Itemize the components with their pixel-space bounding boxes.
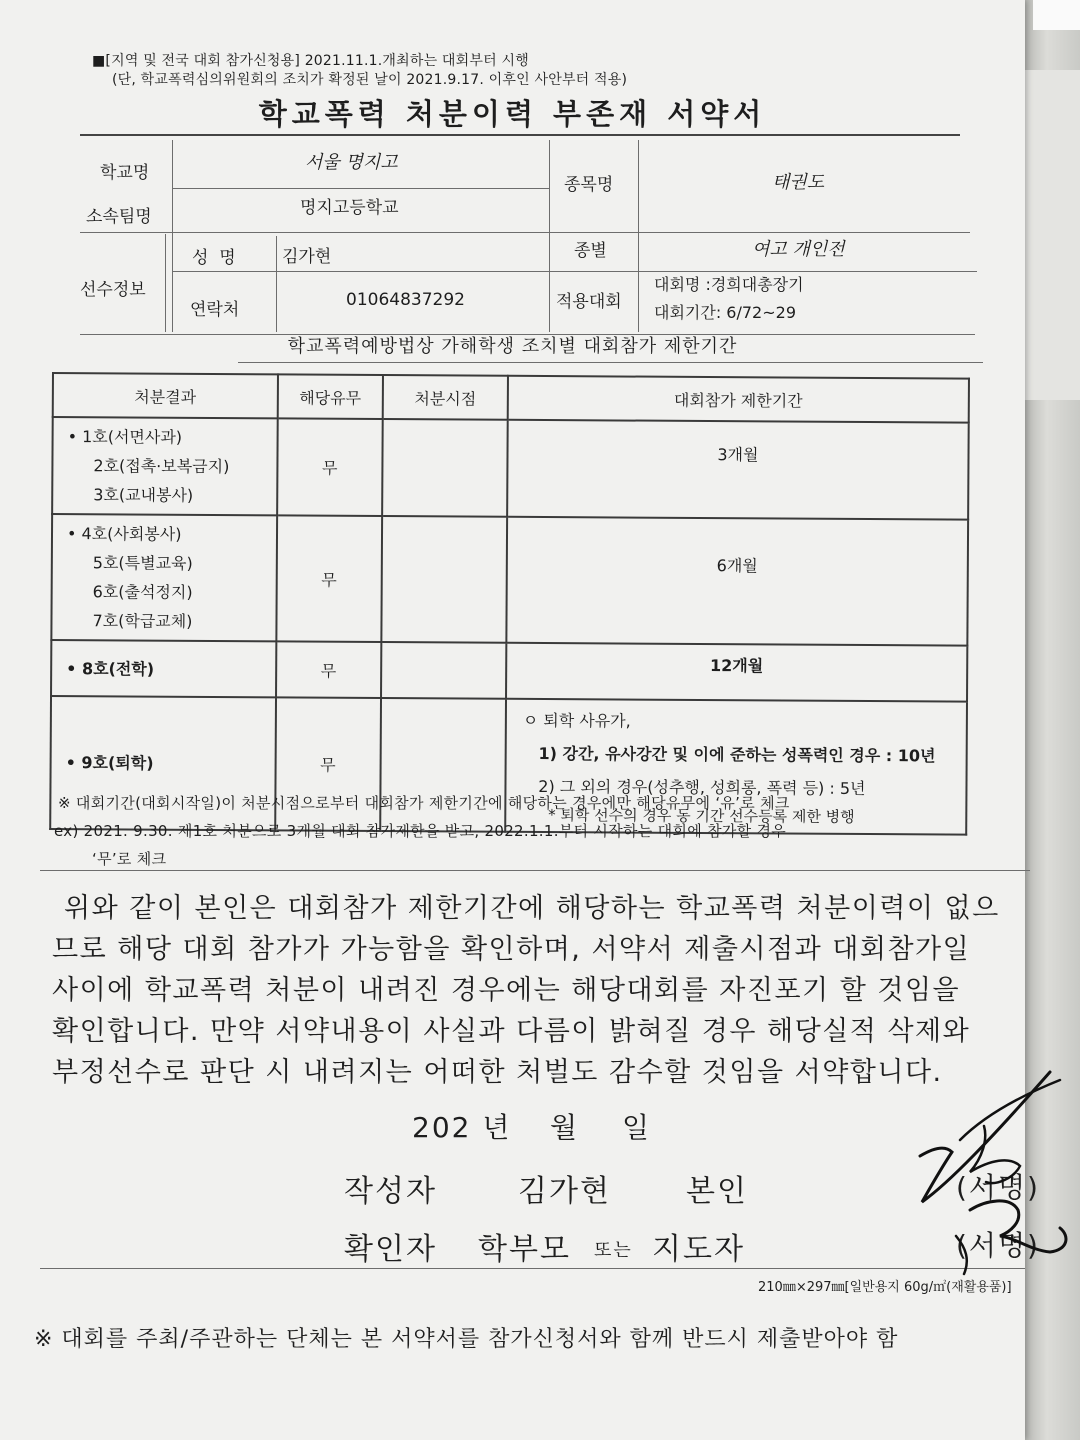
disposition-item: • 8호(전학) — [66, 658, 155, 679]
column-header: 처분결과 — [53, 373, 278, 418]
team-label: 소속팀명 — [86, 207, 152, 227]
contact-value: 01064837292 — [346, 290, 465, 310]
player-info-label: 선수정보 — [80, 280, 146, 300]
disposition-item: • 9호(퇴학) — [65, 753, 154, 773]
disposition-item: • 1호(서면사과) — [67, 427, 183, 447]
time-cell — [381, 642, 506, 699]
pledge-paragraph — [52, 888, 1022, 1093]
column-header: 해당유무 — [277, 374, 383, 419]
event-name: 대회명 :경희대총장기 — [654, 275, 804, 294]
time-cell — [381, 516, 507, 643]
school-value: 서울 명지고 — [305, 152, 398, 173]
sport-value: 태권도 — [772, 172, 825, 193]
restriction-table — [49, 372, 970, 836]
restriction-heading: 학교폭력예방법상 가해학생 조치별 대회참가 제한기간 — [287, 336, 738, 357]
header-line-1: ■[지역 및 전국 대회 참가신청용] 2021.11.1.개최하는 대회부터 시행 — [92, 53, 529, 69]
period-cell: 12개월 — [506, 643, 967, 702]
table-row — [51, 514, 968, 646]
confirmer-role-coach: 지도자 — [652, 1232, 745, 1267]
division-label: 종별 — [574, 241, 607, 261]
handwritten-signature — [900, 1060, 1080, 1280]
writer-name: 김가현 — [518, 1174, 611, 1209]
footer-note: ※ 대회를 주최/주관하는 단체는 본 서약서를 참가신청서와 함께 반드시 제출받아야 함 — [34, 1327, 899, 1352]
disposition-item: 5호(특별교육) — [92, 553, 193, 573]
disposition-cell — [51, 640, 276, 697]
note-line-1: ※ 대회기간(대회시작일)이 처분시점으로부터 대회참가 제한기간에 해당하는 경우에만 해당유무에 ‘유’로 체크 — [58, 794, 790, 812]
time-cell — [382, 419, 507, 517]
document-title: 학교폭력 처분이력 부존재 서약서 — [258, 97, 767, 131]
expulsion-line: ㅇ 퇴학 사유가, — [522, 710, 631, 731]
date-year: 202 년 — [412, 1111, 512, 1144]
confirmer-label: 확인자 — [344, 1232, 437, 1267]
contact-label: 연락처 — [190, 300, 240, 320]
writer-label: 작성자 — [344, 1174, 437, 1209]
column-header: 대회참가 제한기간 — [508, 376, 969, 423]
school-label: 학교명 — [100, 163, 150, 183]
event-label: 적용대회 — [556, 292, 622, 312]
expulsion-line: * 퇴학 선수의 경우 동 기간 선수등록 제한 병행 — [548, 806, 855, 826]
date-day: 일 — [622, 1111, 652, 1144]
note-line-2: ex) 2021. 9.30. 제1호 처분으로 3개월 대회 참가제한을 받고, 2022.1.1.부터 시작하는 대회에 참가할 경우 — [54, 822, 787, 840]
pledge-line: 사이에 학교폭력 처분이 내려진 경우에는 해당대회를 자진포기 할 것임을 — [52, 975, 961, 1006]
applicable-cell: 무 — [276, 515, 382, 642]
writer-sign-label: (서명) — [956, 1171, 1040, 1204]
sport-label: 종목명 — [564, 175, 614, 195]
applicable-cell: 무 — [275, 697, 381, 831]
confirmer-role-parent: 학부모 — [478, 1232, 571, 1267]
expulsion-line: 2) 그 외의 경우(성추행, 성희롱, 폭력 등) : 5년 — [538, 776, 866, 798]
header-line-2: (단, 학교폭력심의위원회의 조치가 확정된 날이 2021.9.17. 이후인 사안부터 적용) — [112, 72, 628, 88]
note-line-3: ‘무’로 체크 — [92, 850, 167, 868]
pledge-line: 부정선수로 판단 시 내려지는 어떠한 처벌도 감수할 것임을 서약합니다. — [52, 1057, 943, 1088]
date-month: 월 — [550, 1111, 580, 1144]
division-value: 여고 개인전 — [752, 239, 845, 260]
name-label: 성 명 — [192, 248, 236, 268]
expulsion-line: 1) 강간, 유사강간 및 이에 준하는 성폭력인 경우 : 10년 — [538, 743, 936, 766]
table-row — [51, 640, 967, 702]
disposition-item: 2호(접촉·보복금지) — [93, 456, 230, 477]
confirmer-sign-label: (서명) — [956, 1229, 1040, 1262]
applicable-cell: 무 — [276, 641, 382, 698]
column-header: 처분시점 — [383, 375, 508, 420]
paper-spec: 210㎜×297㎜[일반용지 60g/㎡(재활용품)] — [758, 1280, 1012, 1295]
confirmer-or: 또는 — [594, 1240, 633, 1261]
event-period: 대회기간: 6/72~29 — [654, 303, 796, 322]
table-row — [50, 696, 967, 835]
disposition-item: 6호(출석정지) — [92, 582, 193, 602]
period-cell: 6개월 — [506, 517, 968, 646]
disposition-item: 3호(교내봉사) — [93, 485, 194, 505]
pledge-line: 위와 같이 본인은 대회참가 제한기간에 해당하는 학교폭력 처분이력이 없으 — [64, 893, 1000, 924]
pledge-line: 확인합니다. 만약 서약내용이 사실과 다름이 밝혀질 경우 해당실적 삭제와 — [52, 1016, 971, 1047]
table-header-row — [53, 373, 969, 423]
writer-role: 본인 — [686, 1174, 748, 1209]
applicable-cell: 무 — [277, 418, 383, 516]
team-value: 명지고등학교 — [300, 198, 399, 218]
expulsion-period-cell — [505, 699, 967, 835]
name-value: 김가현 — [282, 247, 332, 267]
disposition-cell — [51, 514, 276, 641]
pledge-line: 므로 해당 대회 참가가 가능함을 확인하며, 서약서 제출시점과 대회참가일 — [52, 934, 971, 965]
disposition-item: 7호(학급교체) — [92, 611, 193, 631]
disposition-item: • 4호(사회봉사) — [66, 524, 182, 544]
disposition-cell — [52, 417, 277, 515]
period-cell: 3개월 — [507, 420, 969, 520]
table-row — [52, 417, 969, 520]
